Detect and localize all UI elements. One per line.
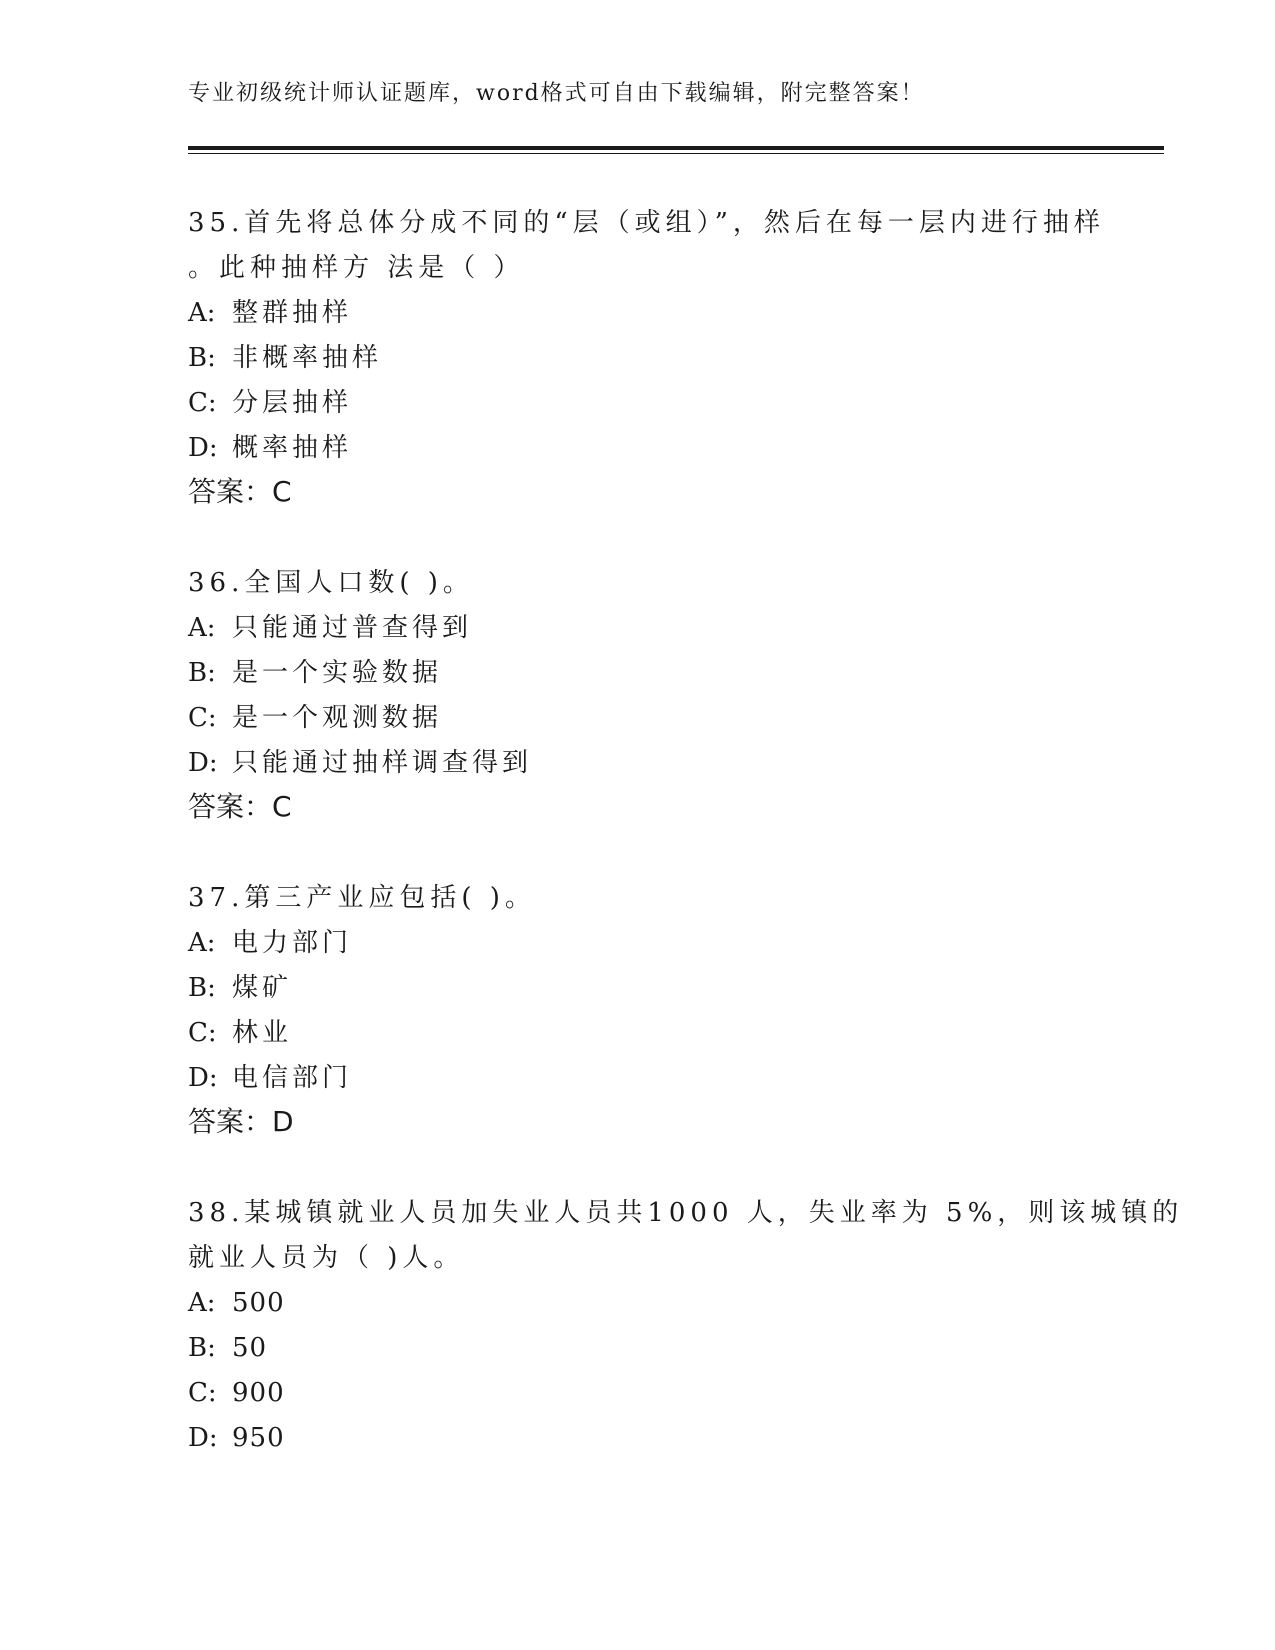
question-35-answer: 答案：C	[188, 475, 292, 508]
option-text: 电力部门	[232, 928, 353, 958]
question-38-option-a	[188, 1288, 285, 1318]
option-text: 50	[232, 1333, 268, 1363]
option-label: A:	[188, 928, 216, 958]
question-37-option-d	[188, 1063, 352, 1093]
option-label: A:	[188, 1288, 216, 1318]
question-37-option-b	[188, 973, 292, 1003]
question-37-stem-line1: 37.第三产业应包括( )。	[188, 883, 536, 913]
option-text: 概率抽样	[232, 433, 353, 463]
question-35-stem-line1: 35.首先将总体分成不同的“层（或组）”，然后在每一层内进行抽样	[188, 208, 1105, 238]
option-label: D:	[188, 1423, 218, 1453]
question-36-option-d	[188, 748, 532, 778]
question-36-answer: 答案：C	[188, 790, 292, 823]
question-35-option-c	[188, 388, 352, 418]
question-36-option-c	[188, 703, 442, 733]
option-text: 煤矿	[232, 973, 293, 1003]
option-label: A:	[188, 298, 216, 328]
option-text: 是一个实验数据	[232, 658, 443, 688]
option-text: 电信部门	[232, 1063, 353, 1093]
option-label: D:	[188, 1063, 218, 1093]
question-38-option-c	[188, 1378, 285, 1408]
option-text: 500	[232, 1288, 285, 1318]
question-37-option-c	[188, 1018, 292, 1048]
option-text: 非概率抽样	[232, 343, 383, 373]
option-text: 只能通过抽样调查得到	[232, 748, 533, 778]
option-text: 林业	[232, 1018, 293, 1048]
question-36-option-b	[188, 658, 442, 688]
header-rule-thin	[188, 153, 1164, 154]
question-38-stem-line2: 就业人员为（ )人。	[188, 1243, 465, 1273]
question-37-answer: 答案：D	[188, 1105, 294, 1138]
question-36-stem-line1: 36.全国人口数( )。	[188, 568, 474, 598]
option-label: C:	[188, 1378, 217, 1408]
question-35-stem-line2: 。此种抽样方 法是（ ）	[188, 253, 525, 283]
option-text: 是一个观测数据	[232, 703, 443, 733]
question-35-option-a	[188, 298, 352, 328]
option-label: C:	[188, 388, 217, 418]
question-38-stem-line1: 38.某城镇就业人员加失业人员共1000 人，失业率为 5%，则该城镇的	[188, 1198, 1184, 1228]
option-text: 只能通过普查得到	[232, 613, 473, 643]
option-text: 分层抽样	[232, 388, 353, 418]
question-38-option-d	[188, 1423, 285, 1453]
page-header: 专业初级统计师认证题库，word格式可自由下载编辑，附完整答案！	[188, 81, 925, 106]
option-label: A:	[188, 613, 216, 643]
question-37-option-a	[188, 928, 352, 958]
option-text: 950	[232, 1423, 285, 1453]
option-label: B:	[188, 973, 216, 1003]
option-label: B:	[188, 658, 216, 688]
option-label: D:	[188, 433, 218, 463]
question-36-option-a	[188, 613, 472, 643]
option-text: 900	[232, 1378, 285, 1408]
option-label: B:	[188, 343, 216, 373]
question-35-option-d	[188, 433, 352, 463]
option-label: B:	[188, 1333, 216, 1363]
question-35-option-b	[188, 343, 382, 373]
option-label: C:	[188, 1018, 217, 1048]
option-label: C:	[188, 703, 217, 733]
header-rule-thick	[188, 146, 1164, 150]
option-text: 整群抽样	[232, 298, 353, 328]
option-label: D:	[188, 748, 218, 778]
question-38-option-b	[188, 1333, 267, 1363]
